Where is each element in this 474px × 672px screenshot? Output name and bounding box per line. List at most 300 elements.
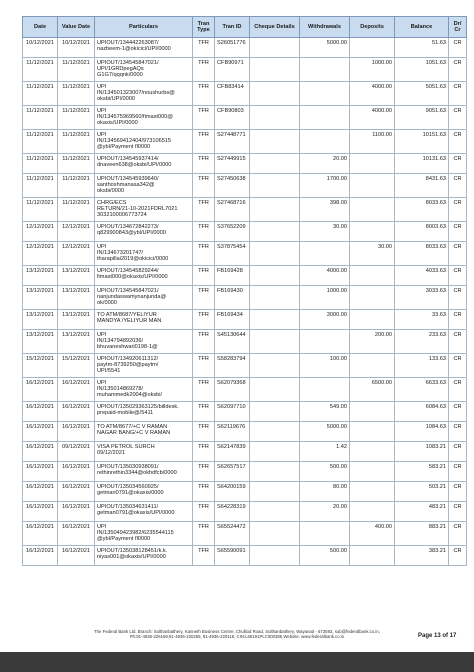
cell-tran-type: TFR — [193, 442, 215, 462]
cell-cheque-details — [250, 546, 300, 566]
cell-cheque-details — [250, 402, 300, 422]
particulars-line: fimast000@okaxis/UPI/0000 — [97, 273, 168, 280]
cell-balance: 4033.63 — [395, 266, 449, 286]
cell-balance: 383.21 — [395, 546, 449, 566]
cell-withdrawal — [300, 106, 350, 130]
footer-address-line: The Federal Bank Ltd. Branch: Sulthanbathery, Kanneth Business Centre, Chulliod Road, Sulthanbathery, Wayanad - 673592, sub@federalbank.co.in, — [94, 629, 380, 634]
cell-deposit — [350, 402, 395, 422]
particulars-line: IN/134501323007/noushurbs@ — [97, 89, 175, 96]
cell-tran-id: S27449915 — [215, 154, 250, 174]
cell-balance: 503.21 — [395, 482, 449, 502]
cell-deposit — [350, 174, 395, 198]
cell-dr-cr: CR — [449, 286, 467, 310]
cell-balance: 10151.63 — [395, 130, 449, 154]
cell-withdrawal: 1700.00 — [300, 174, 350, 198]
cell-particulars — [95, 58, 193, 82]
particulars-line: G1G7/qqqnk/0000 — [97, 71, 143, 78]
cell-dr-cr: CR — [449, 130, 467, 154]
cell-value-date: 15/12/2021 — [58, 354, 95, 378]
cell-date: 11/12/2021 — [23, 130, 58, 154]
cell-balance: 8431.63 — [395, 174, 449, 198]
table-row — [23, 330, 467, 354]
cell-dr-cr: CR — [449, 546, 467, 566]
cell-tran-type: TFR — [193, 402, 215, 422]
cell-date: 16/12/2021 — [23, 442, 58, 462]
cell-deposit: 4000.00 — [350, 106, 395, 130]
cell-particulars — [95, 154, 193, 174]
header-withdrawals: Withdrawals — [300, 17, 350, 38]
cell-particulars — [95, 130, 193, 154]
cell-tran-type: TFR — [193, 198, 215, 222]
cell-dr-cr: CR — [449, 198, 467, 222]
cell-value-date: 13/12/2021 — [58, 286, 95, 310]
cell-withdrawal — [300, 58, 350, 82]
cell-value-date: 11/12/2021 — [58, 130, 95, 154]
cell-cheque-details — [250, 130, 300, 154]
cell-deposit — [350, 154, 395, 174]
table-row — [23, 174, 467, 198]
particulars-line: IN/135014869278/ — [97, 385, 144, 392]
cell-particulars — [95, 266, 193, 286]
cell-value-date: 11/12/2021 — [58, 154, 95, 174]
cell-dr-cr: CR — [449, 502, 467, 522]
cell-withdrawal: 5000.00 — [300, 38, 350, 58]
cell-date: 16/12/2021 — [23, 482, 58, 502]
cell-withdrawal: 1.42 — [300, 442, 350, 462]
cell-value-date: 16/12/2021 — [58, 482, 95, 502]
cell-withdrawal: 100.00 — [300, 354, 350, 378]
cell-tran-type: TFR — [193, 154, 215, 174]
cell-date: 12/12/2021 — [23, 222, 58, 242]
cell-cheque-details — [250, 38, 300, 58]
particulars-line: UPIOUT/134672842273/ — [97, 223, 159, 230]
particulars-line: TO ATM/8687/YELIYUR — [97, 311, 157, 318]
cell-particulars — [95, 546, 193, 566]
cell-dr-cr: CR — [449, 222, 467, 242]
cell-deposit — [350, 38, 395, 58]
particulars-line: okaxis/UPI/0000 — [97, 119, 138, 126]
particulars-line: UPIOUT/134545829244/ — [97, 267, 159, 274]
cell-tran-id: CFB83414 — [215, 82, 250, 106]
cell-value-date: 16/12/2021 — [58, 502, 95, 522]
cell-tran-id: S62657517 — [215, 462, 250, 482]
cell-balance: 8033.63 — [395, 242, 449, 266]
cell-value-date: 12/12/2021 — [58, 242, 95, 266]
cell-withdrawal: 3000.00 — [300, 310, 350, 330]
cell-particulars — [95, 462, 193, 482]
cell-value-date: 13/12/2021 — [58, 330, 95, 354]
cell-tran-type: TFR — [193, 106, 215, 130]
particulars-line: IN/134794892036/ — [97, 337, 144, 344]
cell-tran-id: FB169428 — [215, 266, 250, 286]
table-row — [23, 402, 467, 422]
particulars-line: UPIOUT/135029363125/billdesk. — [97, 403, 179, 410]
cell-particulars — [95, 106, 193, 130]
cell-tran-id: S27448771 — [215, 130, 250, 154]
particulars-line: UPIOUT/135030938091/ — [97, 463, 159, 470]
table-row — [23, 422, 467, 442]
cell-dr-cr: CR — [449, 82, 467, 106]
cell-balance: 1083.21 — [395, 442, 449, 462]
header-particulars: Particulars — [95, 17, 193, 38]
cell-value-date: 09/12/2021 — [58, 442, 95, 462]
cell-particulars — [95, 402, 193, 422]
cell-tran-type: TFR — [193, 378, 215, 402]
particulars-line: RETURN/21-10-2021FDRL7021 — [97, 205, 178, 212]
particulars-line: @ybl/Payment fl0000 — [97, 535, 151, 542]
cell-dr-cr: CR — [449, 266, 467, 286]
cell-deposit: 200.00 — [350, 330, 395, 354]
table-row — [23, 310, 467, 330]
cell-balance: 483.21 — [395, 502, 449, 522]
cell-date: 11/12/2021 — [23, 154, 58, 174]
cell-tran-id: S26051776 — [215, 38, 250, 58]
cell-cheque-details — [250, 58, 300, 82]
cell-value-date: 16/12/2021 — [58, 378, 95, 402]
cell-cheque-details — [250, 154, 300, 174]
cell-balance: 6633.63 — [395, 378, 449, 402]
cell-value-date: 10/12/2021 — [58, 38, 95, 58]
particulars-line: NAGAR BANG/+C V RAMAN — [97, 429, 171, 436]
cell-cheque-details — [250, 174, 300, 198]
cell-deposit — [350, 422, 395, 442]
cell-date: 16/12/2021 — [23, 402, 58, 422]
cell-tran-type: TFR — [193, 58, 215, 82]
cell-deposit — [350, 462, 395, 482]
cell-deposit — [350, 266, 395, 286]
particulars-line: VISA PETROL SURCH — [97, 443, 155, 450]
particulars-line: UPIOUT/134545847021/ — [97, 287, 159, 294]
cell-particulars — [95, 354, 193, 378]
particulars-line: UPIOUT/135034631411/ — [97, 503, 159, 510]
table-row — [23, 462, 467, 482]
particulars-line: UPI/1GRDpegAQs — [97, 65, 144, 72]
cell-dr-cr: CR — [449, 38, 467, 58]
footer-contact-line: Ph:91-4936-226159,91-4936-220259, 91-4936-220115, CIN:L65191PLC000386 Website: www.federalbank.co.in — [129, 634, 345, 640]
cell-value-date: 11/12/2021 — [58, 58, 95, 82]
cell-balance: 9051.63 — [395, 106, 449, 130]
table-row — [23, 222, 467, 242]
cell-date: 13/12/2021 — [23, 266, 58, 286]
particulars-line: TO ATM/8677/+C V RAMAN — [97, 423, 168, 430]
particulars-line: oksbi/0000 — [97, 187, 125, 194]
cell-withdrawal: 5000.00 — [300, 422, 350, 442]
cell-tran-id: CFB90803 — [215, 106, 250, 130]
particulars-line: UPI/5541 — [97, 367, 121, 374]
table-header-row — [23, 17, 467, 38]
cell-value-date: 11/12/2021 — [58, 198, 95, 222]
cell-tran-type: TFR — [193, 222, 215, 242]
particulars-line: dnaveen638@oksbi/UPI/0000 — [97, 161, 172, 168]
table-body — [23, 38, 467, 566]
cell-cheque-details — [250, 286, 300, 310]
cell-value-date: 11/12/2021 — [58, 82, 95, 106]
cell-date: 16/12/2021 — [23, 462, 58, 482]
cell-tran-id: S58283794 — [215, 354, 250, 378]
particulars-line: getman0791@okaxis/UPI/0000 — [97, 509, 175, 516]
particulars-line: santhoshmanasa342@ — [97, 181, 155, 188]
particulars-line: @ybl/Payment fl0000 — [97, 143, 151, 150]
cell-balance: 8033.63 — [395, 198, 449, 222]
cell-particulars — [95, 482, 193, 502]
cell-balance: 51.63 — [395, 38, 449, 58]
particulars-line: CHRG/ECS — [97, 199, 127, 206]
cell-dr-cr: CR — [449, 442, 467, 462]
particulars-line: UPI — [97, 379, 107, 386]
cell-particulars — [95, 38, 193, 58]
cell-dr-cr: CR — [449, 58, 467, 82]
cell-withdrawal — [300, 522, 350, 546]
cell-withdrawal: 20.00 — [300, 154, 350, 174]
cell-value-date: 16/12/2021 — [58, 546, 95, 566]
particulars-line: IN/134673201747/ — [97, 249, 144, 256]
cell-value-date: 16/12/2021 — [58, 522, 95, 546]
particulars-line: UPIOUT/134920611312/ — [97, 355, 159, 362]
cell-date: 15/12/2021 — [23, 354, 58, 378]
cell-dr-cr: CR — [449, 522, 467, 546]
cell-tran-id: S65524472 — [215, 522, 250, 546]
particulars-line: UPI — [97, 83, 107, 90]
cell-withdrawal: 1000.00 — [300, 286, 350, 310]
cell-dr-cr: CR — [449, 402, 467, 422]
cell-particulars — [95, 330, 193, 354]
cell-deposit — [350, 354, 395, 378]
viewer-bottom-bar — [0, 652, 474, 672]
cell-balance: 10131.63 — [395, 154, 449, 174]
cell-tran-id: FB169430 — [215, 286, 250, 310]
cell-dr-cr: CR — [449, 482, 467, 502]
cell-withdrawal: 500.00 — [300, 546, 350, 566]
cell-cheque-details — [250, 242, 300, 266]
particulars-line: IN/134569412404/973106515 — [97, 137, 172, 144]
cell-balance: 233.63 — [395, 330, 449, 354]
header-cheque-details: Cheque Details — [250, 17, 300, 38]
cell-date: 16/12/2021 — [23, 378, 58, 402]
cell-cheque-details — [250, 106, 300, 130]
cell-deposit: 4000.00 — [350, 82, 395, 106]
cell-dr-cr: CR — [449, 354, 467, 378]
cell-tran-type: TFR — [193, 82, 215, 106]
page-number: Page 13 of 17 — [418, 633, 457, 639]
cell-withdrawal: 4000.00 — [300, 266, 350, 286]
cell-cheque-details — [250, 462, 300, 482]
cell-cheque-details — [250, 522, 300, 546]
cell-withdrawal: 20.00 — [300, 502, 350, 522]
particulars-line: UPI — [97, 331, 107, 338]
cell-particulars — [95, 522, 193, 546]
cell-dr-cr: CR — [449, 310, 467, 330]
cell-cheque-details — [250, 442, 300, 462]
header-deposits: Deposits — [350, 17, 395, 38]
header-date: Date — [23, 17, 58, 38]
particulars-line: IN/135049423982/6235544115 — [97, 529, 174, 536]
cell-tran-type: TFR — [193, 546, 215, 566]
cell-tran-id: S64200159 — [215, 482, 250, 502]
table-row — [23, 130, 467, 154]
cell-withdrawal — [300, 242, 350, 266]
cell-particulars — [95, 82, 193, 106]
cell-value-date: 11/12/2021 — [58, 106, 95, 130]
cell-dr-cr: CR — [449, 378, 467, 402]
cell-dr-cr: CR — [449, 154, 467, 174]
cell-deposit: 1000.00 — [350, 58, 395, 82]
particulars-line: UPI — [97, 107, 107, 114]
cell-tran-id: S65590091 — [215, 546, 250, 566]
cell-tran-type: TFR — [193, 422, 215, 442]
cell-tran-type: TFR — [193, 502, 215, 522]
cell-balance: 1084.63 — [395, 422, 449, 442]
cell-balance: 33.63 — [395, 310, 449, 330]
cell-deposit: 30.00 — [350, 242, 395, 266]
cell-tran-type: TFR — [193, 310, 215, 330]
cell-deposit: 400.00 — [350, 522, 395, 546]
particulars-line: q829900843@ybl/UPI/0000 — [97, 229, 166, 236]
cell-date: 12/12/2021 — [23, 242, 58, 266]
cell-cheque-details — [250, 354, 300, 378]
particulars-line: UPIOUT/135034560925/ — [97, 483, 159, 490]
cell-tran-type: TFR — [193, 354, 215, 378]
particulars-line: UPIOUT/134545937414/ — [97, 155, 159, 162]
particulars-line: prepaid-mobile@/5411 — [97, 409, 154, 416]
cell-deposit — [350, 502, 395, 522]
particulars-line: ok/0000 — [97, 299, 117, 306]
cell-value-date: 11/12/2021 — [58, 174, 95, 198]
cell-deposit — [350, 222, 395, 242]
cell-cheque-details — [250, 482, 300, 502]
cell-date: 16/12/2021 — [23, 522, 58, 546]
cell-date: 10/12/2021 — [23, 38, 58, 58]
cell-date: 13/12/2021 — [23, 286, 58, 310]
cell-tran-id: CFB90971 — [215, 58, 250, 82]
cell-particulars — [95, 378, 193, 402]
particulars-line: bhuvaneshwari0198-1@ — [97, 343, 158, 350]
cell-deposit — [350, 482, 395, 502]
cell-date: 11/12/2021 — [23, 106, 58, 130]
particulars-line: muhammedk2004@oksbi/ — [97, 391, 163, 398]
particulars-line: UPI — [97, 523, 107, 530]
cell-date: 11/12/2021 — [23, 198, 58, 222]
cell-cheque-details — [250, 222, 300, 242]
header-tran-type: Tran Type — [193, 17, 215, 38]
cell-particulars — [95, 286, 193, 310]
header-value-date: Value Date — [58, 17, 95, 38]
table-row — [23, 38, 467, 58]
particulars-line: 3032100006773724 — [97, 211, 147, 218]
particulars-line: paytm-8739250@paytm/ — [97, 361, 159, 368]
cell-balance: 133.63 — [395, 354, 449, 378]
cell-value-date: 12/12/2021 — [58, 222, 95, 242]
table-row — [23, 522, 467, 546]
particulars-line: UPIOUT/135038128451/k.k. — [97, 547, 168, 554]
cell-tran-type: TFR — [193, 242, 215, 266]
cell-dr-cr: CR — [449, 330, 467, 354]
cell-tran-type: TFR — [193, 174, 215, 198]
particulars-line: rethinrethin3344@okhdfcb/0000 — [97, 469, 177, 476]
cell-particulars — [95, 310, 193, 330]
cell-balance: 583.21 — [395, 462, 449, 482]
particulars-line: niyas001@okaxis/UPI/0000 — [97, 553, 166, 560]
transactions-table — [22, 16, 467, 566]
cell-tran-type: TFR — [193, 482, 215, 502]
cell-balance: 6084.63 — [395, 402, 449, 422]
cell-tran-id: S45130644 — [215, 330, 250, 354]
particulars-line: UPI — [97, 131, 107, 138]
cell-date: 13/12/2021 — [23, 310, 58, 330]
cell-tran-type: TFR — [193, 38, 215, 58]
table-row — [23, 154, 467, 174]
cell-cheque-details — [250, 266, 300, 286]
cell-cheque-details — [250, 330, 300, 354]
table-row — [23, 286, 467, 310]
cell-particulars — [95, 502, 193, 522]
particulars-line: getman0791@okaxis/0000 — [97, 489, 164, 496]
cell-tran-type: TFR — [193, 286, 215, 310]
cell-withdrawal — [300, 82, 350, 106]
cell-tran-type: TFR — [193, 330, 215, 354]
cell-cheque-details — [250, 310, 300, 330]
cell-cheque-details — [250, 378, 300, 402]
cell-date: 11/12/2021 — [23, 82, 58, 106]
table-row — [23, 354, 467, 378]
table-row — [23, 242, 467, 266]
cell-deposit — [350, 286, 395, 310]
cell-date: 13/12/2021 — [23, 330, 58, 354]
cell-dr-cr: CR — [449, 106, 467, 130]
cell-particulars — [95, 442, 193, 462]
cell-tran-type: TFR — [193, 130, 215, 154]
particulars-line: UPI — [97, 243, 107, 250]
cell-withdrawal: 500.00 — [300, 462, 350, 482]
particulars-line: nanjundaswamynanjunda@ — [97, 293, 167, 300]
cell-tran-id: S27450638 — [215, 174, 250, 198]
cell-cheque-details — [250, 422, 300, 442]
header-balance: Balance — [395, 17, 449, 38]
cell-value-date: 16/12/2021 — [58, 462, 95, 482]
table-row — [23, 198, 467, 222]
cell-dr-cr: CR — [449, 242, 467, 266]
cell-deposit — [350, 546, 395, 566]
particulars-line: UPIOUT/134545847021/ — [97, 59, 159, 66]
particulars-line: IN/134575969560/fimast000@ — [97, 113, 173, 120]
cell-date: 16/12/2021 — [23, 546, 58, 566]
cell-particulars — [95, 174, 193, 198]
cell-tran-id: S62097710 — [215, 402, 250, 422]
bank-footer — [0, 629, 474, 640]
cell-deposit: 1100.00 — [350, 130, 395, 154]
particulars-line: MANDYA /YELIYUR MAN — [97, 317, 162, 324]
cell-dr-cr: CR — [449, 174, 467, 198]
cell-withdrawal — [300, 378, 350, 402]
particulars-line: UPIOUT/134545939640/ — [97, 175, 159, 182]
particulars-line: tharapillai2019@okicici/0000 — [97, 255, 169, 262]
table-row — [23, 502, 467, 522]
cell-dr-cr: CR — [449, 462, 467, 482]
cell-deposit: 6500.00 — [350, 378, 395, 402]
table-row — [23, 442, 467, 462]
cell-tran-type: TFR — [193, 266, 215, 286]
cell-particulars — [95, 222, 193, 242]
cell-tran-id: S37875454 — [215, 242, 250, 266]
table-row — [23, 58, 467, 82]
table-row — [23, 266, 467, 286]
cell-dr-cr: CR — [449, 422, 467, 442]
cell-tran-id: S62119676 — [215, 422, 250, 442]
cell-tran-id: S62147839 — [215, 442, 250, 462]
particulars-line: UPIOUT/134442263087/ — [97, 39, 159, 46]
cell-tran-id: S27468716 — [215, 198, 250, 222]
cell-particulars — [95, 242, 193, 266]
table-row — [23, 482, 467, 502]
